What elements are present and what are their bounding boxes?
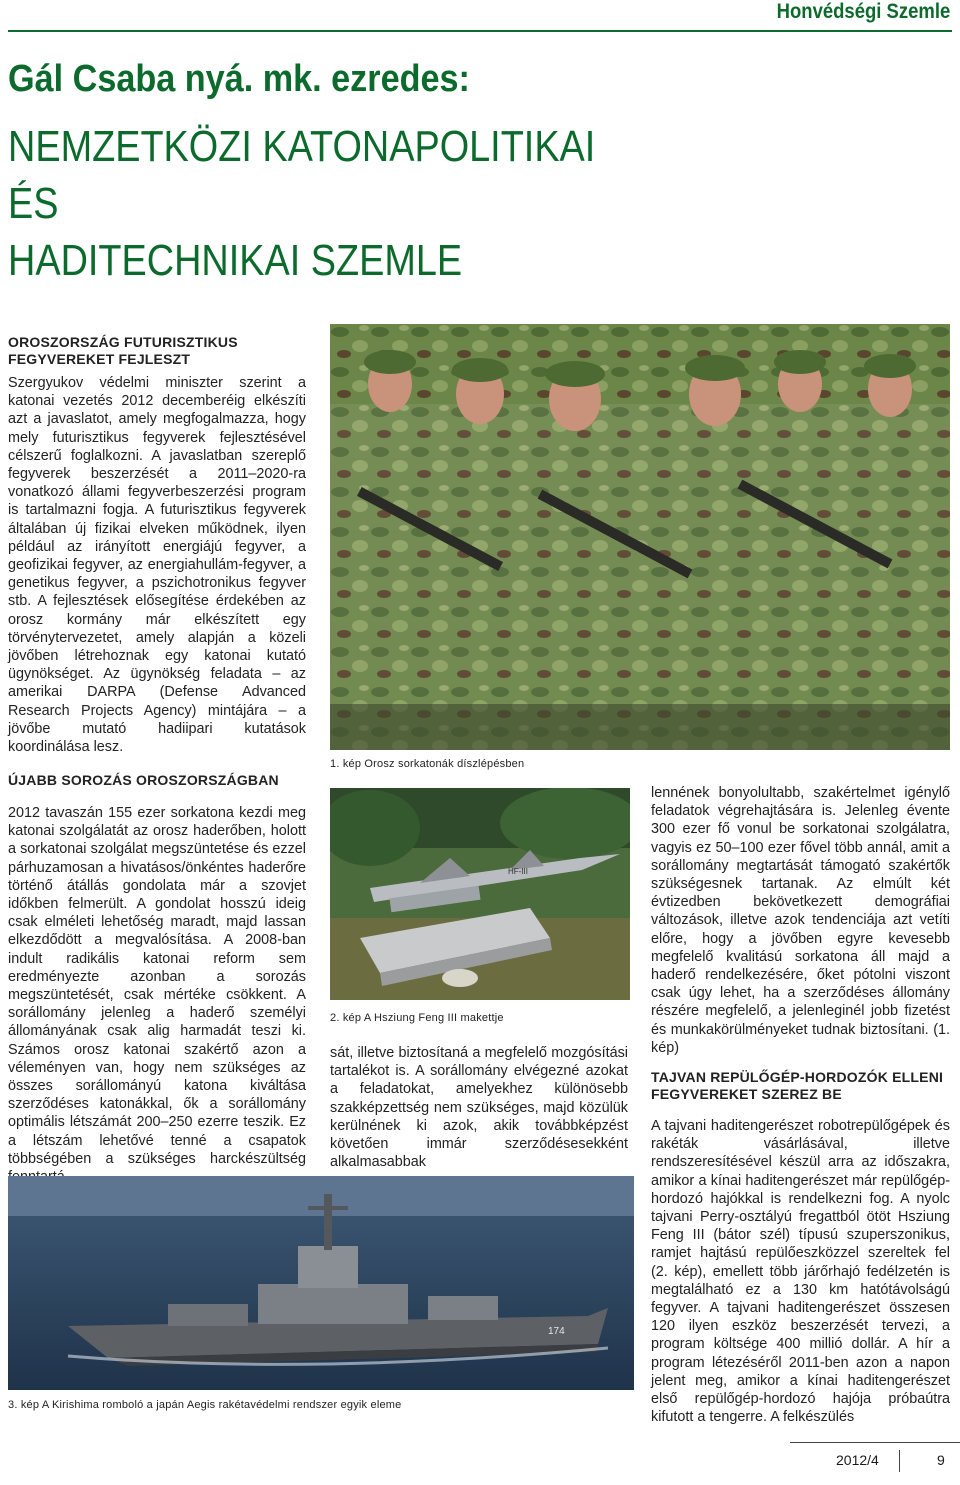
article-title-line2: HADITECHNIKAI SZEMLE (8, 236, 463, 285)
photo-missile (330, 788, 630, 1000)
soldiers-illustration (330, 324, 950, 750)
photo-soldiers (330, 324, 950, 750)
article-title (8, 118, 627, 289)
ship-hull-number: 174 (548, 1326, 565, 1337)
article-title-line1: NEMZETKÖZI KATONAPOLITIKAI ÉS (8, 122, 596, 228)
journal-title: Honvédségi Szemle (776, 0, 950, 23)
footer-rule (790, 1442, 960, 1443)
section3-body: A tajvani haditengerészet robotrepülőgépek és rakéták vásárlásával, illetve rendszeresítésével készül arra az időszakra, amikor a kínai haditengerészet már repülőgép-hordozó hajókkal is rendelkezni fog. A nyolc tajvani Perry-osztályú fregattból ötöt Hsziung Feng III (bátor szél) típusú szuperszonikus, ramjet hajtású repülőeszközzel szereltek fel (2. kép), emellett több járőrhajó fedélzetén is megtalálható ez a 130 km hatótávolságú fegyver. A tajvani haditengerészet összesen 120 ilyen eszköz beszerzését tervezi, a program költsége 400 millió dollár. A hír a program létezéséről 2011-ben azon a napon jelent meg, amikor a kínai haditengerészet első repülőgép-hordozó hajója próbaútra kifutott a tengerre. A felkészülés (651, 1118, 950, 1426)
caption-fig2: 2. kép A Hsziung Feng III makettje (330, 1012, 504, 1024)
section2-heading: ÚJABB SOROZÁS OROSZORSZÁGBAN (8, 772, 279, 788)
missile-marking: HF-III (508, 867, 528, 876)
missile-illustration (330, 788, 630, 1000)
section2-continuation: sát, illetve biztosítaná a megfelelő mozgósítási tartalékot is. A sorállomány elvégezné azokat a feladatokat, amelyekhez különösebb szakképzettség nem szükséges, majd közülük kerülnének ki azok, akik továbbképzést követően immár szerződésesekként alkalmasabbak (330, 1045, 628, 1171)
footer-divider (899, 1450, 900, 1472)
section1-heading: OROSZORSZÁG FUTURISZTIKUS FEGYVEREKET FEJLESZT (8, 334, 238, 367)
caption-fig1: 1. kép Orosz sorkatonák díszlépésben (330, 758, 525, 770)
caption-fig3: 3. kép A Kirishima romboló a japán Aegis rakétavédelmi rendszer egyik eleme (8, 1399, 402, 1411)
header-rule (8, 30, 952, 32)
section1-body: Szergyukov védelmi miniszter szerint a katonai vezetés 2012 decemberéig elkészíti azt a javaslatot, amely megfogalmazza, hogy mely futurisztikus fegyverek fejlesztésével célszerű foglalkozni. A javaslatban szereplő fegyverek beszerzését a 2011–2020-ra vonatkozó állami fegyverbeszerzési program is tartalmazni fogja. A futurisztikus fegyverek általában új fizikai elveken működnek, ilyen például az irányított energiájú fegyver, a geofizikai fegyver, az energiahullám-fegyver, a genetikus fegyver, a pszichotronikus fegyver stb. A fejlesztések elősegítése érdekében az orosz kormány már elkészített egy törvénytervezetet, amely alapján a közeli jövőben létrehoznak egy katonai kutató ügynökséget. Az ügynökség feladata – az amerikai DARPA (Defense Advanced Research Projects Agency) mintájára – a jövőbe mutató hadiipari kutatások koordinálása lesz. (8, 375, 306, 756)
footer-issue: 2012/4 (836, 1452, 879, 1468)
section2-continuation2: lennének bonyolultabb, szakértelmet igénylő feladatok végrehajtására is. Jelenleg évente 300 ezer fő vonul be sorkatonai szolgálatra, vagyis ez 50–100 ezer fővel több annál, amit a sorállomány megtartását támogató szakértők szükségesnek tartanak. Az elmúlt két évtizedben bekövetkezett demográfiai változások, illetve azok tendenciája azt vetíti előre, hogy a jövőben egyre kevesebb megfelelő kvalitású sorkatona áll majd a haderő rendelkezésére, őket pótolni viszont csak úgy lehet, ha a szerződéses állomány részére megfelelő, a jelenleginél jobb fizetést és munkakörülményeket tudnak biztosítani. (1. kép) (651, 785, 950, 1056)
photo-ship (8, 1176, 634, 1390)
ship-illustration (8, 1176, 634, 1390)
page-number: 9 (937, 1452, 945, 1468)
section2-body: 2012 tavaszán 155 ezer sorkatona kezdi meg katonai szolgálatát az orosz haderőben, holott a sorkatonai szolgálat megszüntetése és ezzel párhuzamosan a hivatásos/önkéntes haderőre történő átállás gondolata már a szovjet időkben felmerült. A gondolat hosszú ideig csak elméleti lehetőség maradt, majd lassan elkezdődött a megvalósítása. A 2008-ban indult radikális katonai reform sem eredményezte azonban a sorozás megszüntetését, csak mértéke csökkent. A sorállomány jelenleg a haderő személyi állományának csak alig harmadát teszi ki. Számos orosz katonai szakértő azon a véleményen van, hogy nem szükséges az összes sorállományú katona kiváltása szerződéses katonákkal, ők a sorállomány optimális létszámát 200–250 ezerre teszik. Ez a létszám lehetővé tenné a csapatok többségében a szükséges harckészültség (8, 805, 306, 1167)
section3-heading: TAJVAN REPÜLŐGÉP-HORDOZÓK ELLENI FEGYVEREKET SZEREZ BE (651, 1069, 944, 1102)
article-author: Gál Csaba nyá. mk. ezredes: (8, 58, 470, 100)
